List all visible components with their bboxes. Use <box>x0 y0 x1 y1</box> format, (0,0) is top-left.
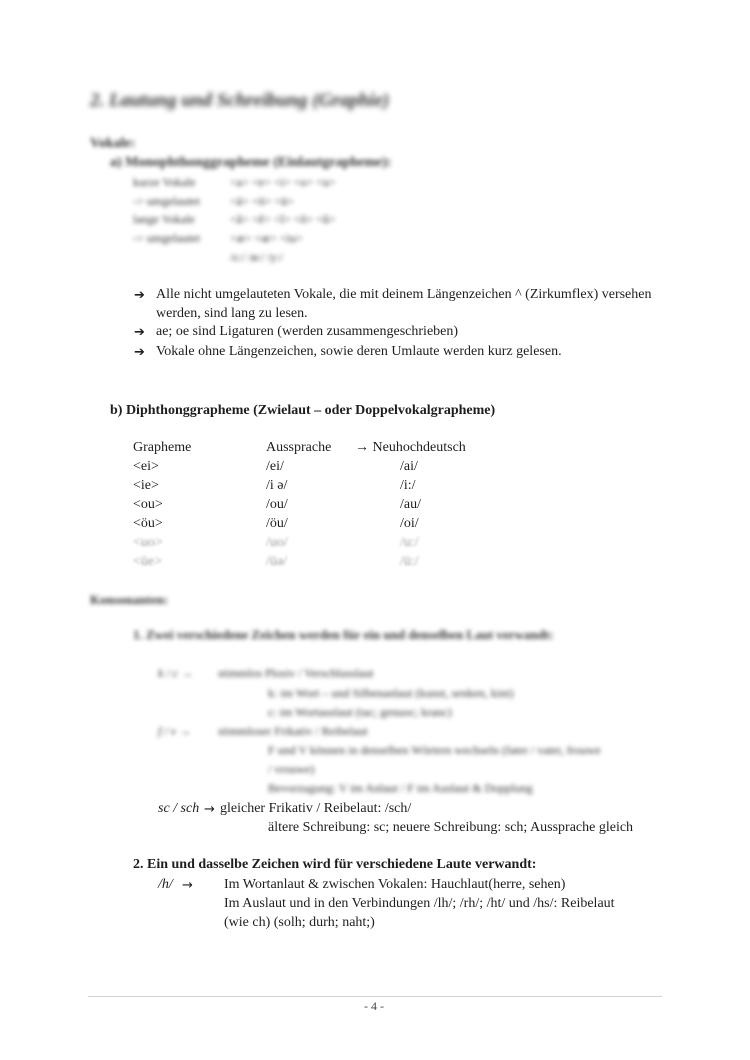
a-row-label: -> umgelautet <box>133 231 201 245</box>
vokale-label: Vokale: <box>90 136 136 151</box>
k1-heading: 1. Zwei verschiedene Zeichen werden für ein und denselben Laut verwandt: <box>133 627 554 642</box>
sc-left: sc / sch <box>158 801 200 816</box>
arrow-icon: ➔ <box>134 325 145 340</box>
k1-line: F und V können in denselben Wörtern wechseln (fater / vater, frouwe <box>268 743 601 757</box>
section-title: 2. Lautung und Schreibung (Graphie) <box>90 90 390 111</box>
a-row-label: lange Vokale <box>133 212 195 226</box>
k1-line: stimmloser Frikativ / Reibelaut <box>218 724 368 738</box>
table-cell: /öu/ <box>266 516 288 531</box>
a-row-values: <æ> <œ> <iu> <box>230 231 303 245</box>
konsonanten-label: Konsonanten: <box>90 592 169 607</box>
k1-left: f / v → <box>158 724 191 738</box>
note-text: Vokale ohne Längenzeichen, sowie deren Umlaute werden kurz gelesen. <box>156 344 562 359</box>
k2-heading: 2. Ein und dasselbe Zeichen wird für verschiedene Laute verwandt: <box>133 857 537 872</box>
table-cell: /uo/ <box>266 535 288 550</box>
k2-left: /h/ <box>158 877 173 892</box>
k2-line: (wie ch) (solh; durh; naht;) <box>224 915 375 930</box>
k2-line: Im Wortanlaut & zwischen Vokalen: Hauchlaut(herre, sehen) <box>224 877 566 892</box>
k1-left: k / c → <box>158 666 193 680</box>
k2-line: Im Auslaut und in den Verbindungen /lh/; /rh/; /ht/ und /hs/: Reibelaut <box>224 896 615 911</box>
a-row-label: -> umgelautet <box>133 194 201 208</box>
table-cell: /ü:/ <box>400 554 419 569</box>
arrow-icon: → <box>204 802 215 817</box>
table-cell: /üə/ <box>266 554 287 569</box>
k1-line: stimmlos Plosiv / Verschlusslaut <box>218 666 374 680</box>
table-cell: /u:/ <box>400 535 419 550</box>
page-number: - 4 - <box>364 999 384 1013</box>
a-row-values: <a> <e> <i> <o> <u> <box>230 175 336 189</box>
table-cell: /au/ <box>400 497 421 512</box>
note-text: ae; oe sind Ligaturen (werden zusammengeschrieben) <box>156 324 459 339</box>
sc-text-2: ältere Schreibung: sc; neuere Schreibung: sch; Aussprache gleich <box>268 820 634 835</box>
k1-line: Bevorzugung: V im Anlaut / F im Auslaut & Dopplung <box>268 781 533 795</box>
arrow-icon: ➔ <box>134 345 145 360</box>
table-cell: <ei> <box>133 459 159 474</box>
table-cell: <üe> <box>133 554 163 569</box>
b-heading: b) Diphthonggrapheme (Zwielaut – oder Doppelvokalgrapheme) <box>110 403 496 418</box>
k1-line: / vrouwe) <box>268 762 315 776</box>
note-text: werden, sind lang zu lesen. <box>156 306 308 321</box>
table-cell: /ei/ <box>266 459 284 474</box>
table-cell: /i ə/ <box>266 478 288 493</box>
a-heading: a) Monophthonggrapheme (Einlautgrapheme): <box>110 155 392 170</box>
arrow-icon: → <box>182 878 193 893</box>
footer-divider <box>88 996 662 997</box>
k1-line: k: im Wort – und Silbenanlaut (kunst, senken, kint) <box>268 686 514 700</box>
a-row-label: kurze Vokale <box>133 175 196 189</box>
arrow-icon: ➔ <box>134 288 145 303</box>
table-cell: /i:/ <box>400 478 416 493</box>
note-text: Alle nicht umgelauteten Vokale, die mit deinem Längenzeichen ^ (Zirkumflex) versehen <box>156 287 652 302</box>
a-row-values: <ä> <ö> <ü> <box>230 194 294 208</box>
table-header: Aussprache <box>266 440 332 455</box>
table-cell: <ou> <box>133 497 163 512</box>
table-cell: <uo> <box>133 535 163 550</box>
a-row-values: /ɛ:/ /ø:/ /y:/ <box>230 250 284 264</box>
table-cell: /ou/ <box>266 497 288 512</box>
a-row-values: <â> <ê> <î> <ô> <û> <box>230 212 336 226</box>
table-cell: /oi/ <box>400 516 419 531</box>
sc-text: gleicher Frikativ / Reibelaut: /sch/ <box>220 801 412 816</box>
table-header: Grapheme <box>133 440 192 455</box>
table-cell: /ai/ <box>400 459 418 474</box>
table-header: → Neuhochdeutsch <box>355 440 466 455</box>
table-cell: <öu> <box>133 516 163 531</box>
table-cell: <ie> <box>133 478 159 493</box>
k1-line: c: im Wortauslaut (tac; genuoc; kranc) <box>268 705 452 719</box>
